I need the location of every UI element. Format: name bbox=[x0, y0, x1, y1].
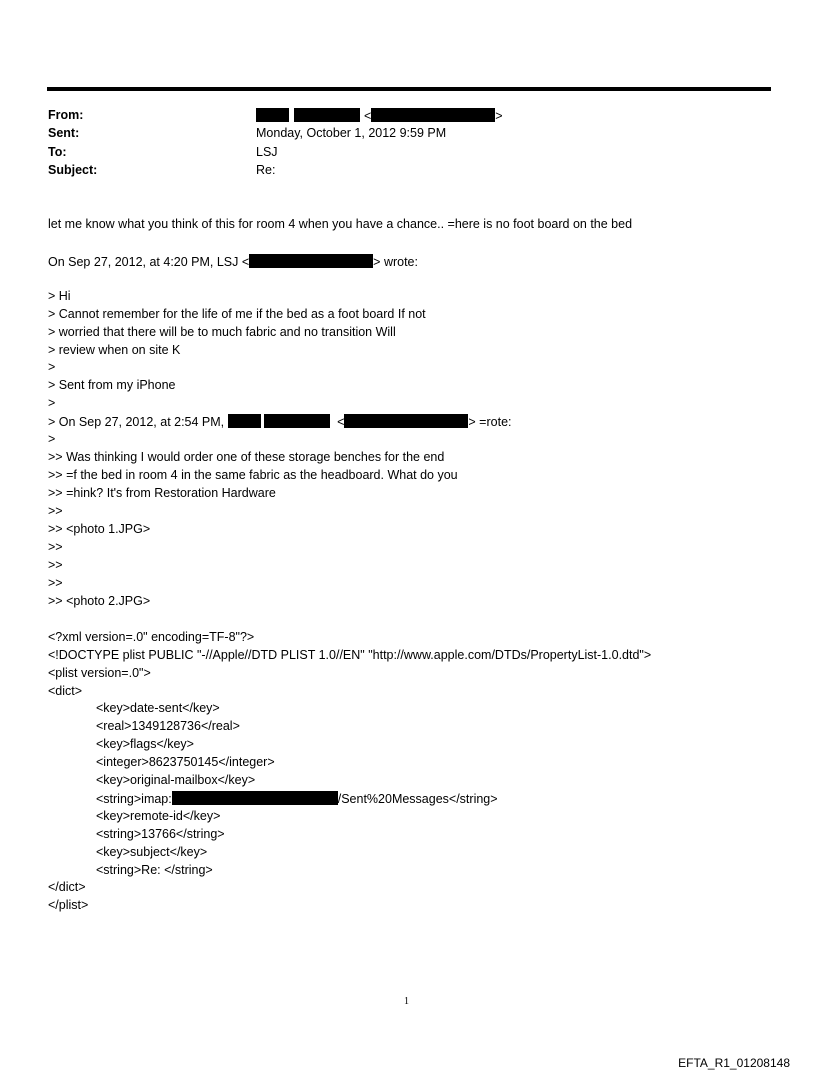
plist-open: <plist version=.0"> bbox=[48, 666, 151, 680]
quote-line: > bbox=[48, 360, 56, 374]
header-rule bbox=[47, 87, 771, 91]
plist-entry: <string>13766</string> bbox=[96, 827, 225, 841]
redaction-block bbox=[294, 108, 360, 122]
rote-prefix: > On Sep 27, 2012, at 2:54 PM, bbox=[48, 415, 225, 429]
from-value bbox=[256, 108, 503, 123]
plist-entry: <real>1349128736</real> bbox=[96, 719, 240, 733]
plist-entry: <key>original-mailbox</key> bbox=[96, 773, 256, 787]
rote-line bbox=[48, 414, 512, 430]
plist-entry: <key>subject</key> bbox=[96, 845, 208, 859]
quote-line: > review when on site K bbox=[48, 343, 181, 357]
redaction-block bbox=[228, 414, 261, 428]
quote-line: >> bbox=[48, 540, 63, 554]
quote-line: >> <photo 1.JPG> bbox=[48, 522, 151, 536]
imap-line bbox=[96, 791, 498, 807]
doctype-line: <!DOCTYPE plist PUBLIC "-//Apple//DTD PLIST 1.0//EN" "http://www.apple.com/DTDs/PropertyList-1.0.dtd"> bbox=[48, 648, 652, 662]
plist-entry: <key>flags</key> bbox=[96, 737, 194, 751]
redaction-block bbox=[371, 108, 495, 122]
quote-line: > bbox=[48, 396, 56, 410]
dict-close: </dict> bbox=[48, 880, 86, 894]
quote-line: > Sent from my iPhone bbox=[48, 378, 176, 392]
subject-value: Re: bbox=[256, 163, 276, 177]
quote-line: > Hi bbox=[48, 289, 71, 303]
redaction-block bbox=[264, 414, 330, 428]
redaction-block bbox=[249, 254, 373, 268]
plist-entry: <integer>8623750145</integer> bbox=[96, 755, 275, 769]
from-gt: > bbox=[495, 109, 503, 123]
rote-lt: < bbox=[337, 415, 345, 429]
to-label: To: bbox=[48, 145, 67, 159]
to-value: LSJ bbox=[256, 145, 278, 159]
quote-line: >> bbox=[48, 558, 63, 572]
imap-suffix: /Sent%20Messages</string> bbox=[337, 792, 498, 806]
from-label: From: bbox=[48, 108, 84, 122]
quote-line: >> <photo 2.JPG> bbox=[48, 594, 151, 608]
bates-number: EFTA_R1_01208148 bbox=[678, 1056, 790, 1070]
from-lt: < bbox=[363, 109, 372, 123]
xml-declaration: <?xml version=.0" encoding=TF-8"?> bbox=[48, 630, 255, 644]
plist-entry: <key>date-sent</key> bbox=[96, 701, 220, 715]
quote-line: >> =f the bed in room 4 in the same fabric as the headboard. What do you bbox=[48, 468, 458, 482]
wrote-prefix: On Sep 27, 2012, at 4:20 PM, LSJ < bbox=[48, 255, 250, 269]
plist-entry: <string>Re: </string> bbox=[96, 863, 213, 877]
plist-close: </plist> bbox=[48, 898, 89, 912]
quote-line: > worried that there will be to much fabric and no transition Will bbox=[48, 325, 396, 339]
quote-line: > Cannot remember for the life of me if the bed as a foot board If not bbox=[48, 307, 426, 321]
redaction-block bbox=[256, 108, 289, 122]
redaction-block bbox=[172, 791, 338, 805]
dict-open: <dict> bbox=[48, 684, 83, 698]
body-intro: let me know what you think of this for room 4 when you have a chance.. =here is no foot board on the bed bbox=[48, 217, 633, 231]
quote-line: >> bbox=[48, 576, 63, 590]
quote-line: >> =hink? It's from Restoration Hardware bbox=[48, 486, 276, 500]
sent-label: Sent: bbox=[48, 126, 80, 140]
rote-suffix: > =rote: bbox=[468, 415, 512, 429]
sent-value: Monday, October 1, 2012 9:59 PM bbox=[256, 126, 447, 140]
quote-line: >> bbox=[48, 504, 63, 518]
wrote-suffix: > wrote: bbox=[373, 255, 418, 269]
subject-label: Subject: bbox=[48, 163, 98, 177]
imap-prefix: <string>imap: bbox=[96, 792, 172, 806]
plist-entry: <key>remote-id</key> bbox=[96, 809, 221, 823]
quote-line: > bbox=[48, 432, 56, 446]
wrote-line bbox=[48, 254, 418, 270]
page-number: 1 bbox=[404, 996, 409, 1007]
quote-line: >> Was thinking I would order one of these storage benches for the end bbox=[48, 450, 445, 464]
redaction-block bbox=[344, 414, 468, 428]
